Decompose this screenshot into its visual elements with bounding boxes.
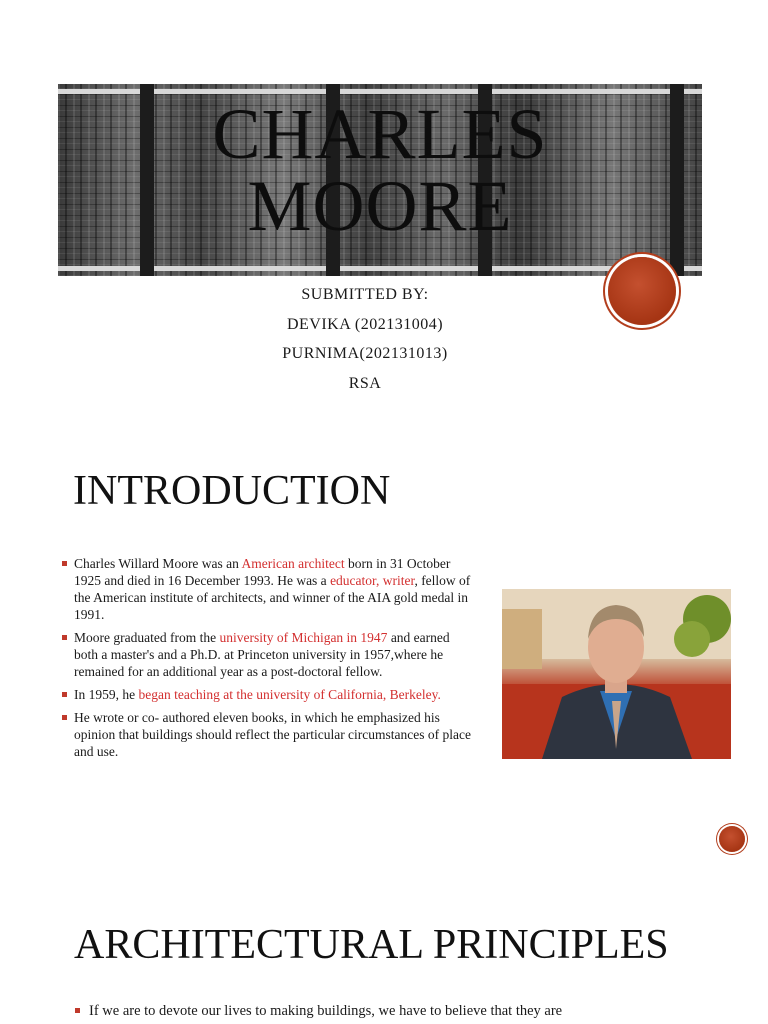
intro-bullet-list [62, 555, 472, 766]
bullet-text: Moore graduated from the [74, 630, 220, 645]
bullet-text: He wrote or co- authored eleven books, in which he emphasized his opinion that buildings should reflect the particular circumstances of place and use. [74, 710, 471, 759]
portrait-illustration [502, 589, 731, 759]
author-2: PURNIMA(202131013) [282, 345, 448, 362]
principles-heading: ARCHITECTURAL PRINCIPLES [74, 922, 669, 968]
decorative-circle-small [719, 826, 745, 852]
bullet-marker-icon [62, 635, 67, 640]
bullet-text: and earned both a master's and a Ph.D. at Princeton university in 1957,where he remained for an additional year as a post-doctoral fellow. [74, 630, 450, 679]
slide-title [58, 94, 702, 246]
submitted-block [200, 280, 530, 398]
highlight-text: educator, writer [330, 573, 415, 588]
highlight-text: university of Michigan in 1947 [219, 630, 388, 645]
portrait-photo [502, 589, 731, 759]
course-name: RSA [348, 374, 382, 392]
bullet-marker-icon [62, 561, 67, 566]
bullet-marker-icon [62, 715, 67, 720]
title-line-1: CHARLES [212, 94, 548, 174]
intro-heading: INTRODUCTION [73, 468, 391, 514]
bullet-item [62, 686, 472, 703]
highlight-text: began teaching at the university of California, Berkeley. [138, 687, 441, 702]
bullet-text: , fellow of the American institute of architects, and winner of the AIA gold medal in 1991. [74, 573, 471, 622]
submitted-by-label: SUBMITTED BY: [301, 286, 429, 303]
banner-frame-bottom [58, 266, 702, 271]
bullet-item [75, 1002, 709, 1020]
title-banner [58, 84, 702, 276]
bullet-item [62, 709, 472, 760]
title-line-2: MOORE [247, 166, 513, 246]
bullet-marker-icon [62, 692, 67, 697]
bullet-item [62, 555, 472, 623]
author-1: DEVIKA (202131004) [286, 315, 444, 333]
bullet-text: If we are to devote our lives to making buildings, we have to believe that they are [89, 1003, 563, 1019]
bullet-text: In 1959, he [74, 687, 139, 702]
bullet-text: born in 31 October 1925 and died in 16 December 1993. He was a [74, 556, 451, 588]
highlight-text: American architect [241, 556, 345, 571]
bullet-marker-icon [75, 1008, 80, 1013]
bullet-text: Charles Willard Moore was an [74, 556, 242, 571]
bullet-item [62, 629, 472, 680]
decorative-circle-large [608, 257, 676, 325]
